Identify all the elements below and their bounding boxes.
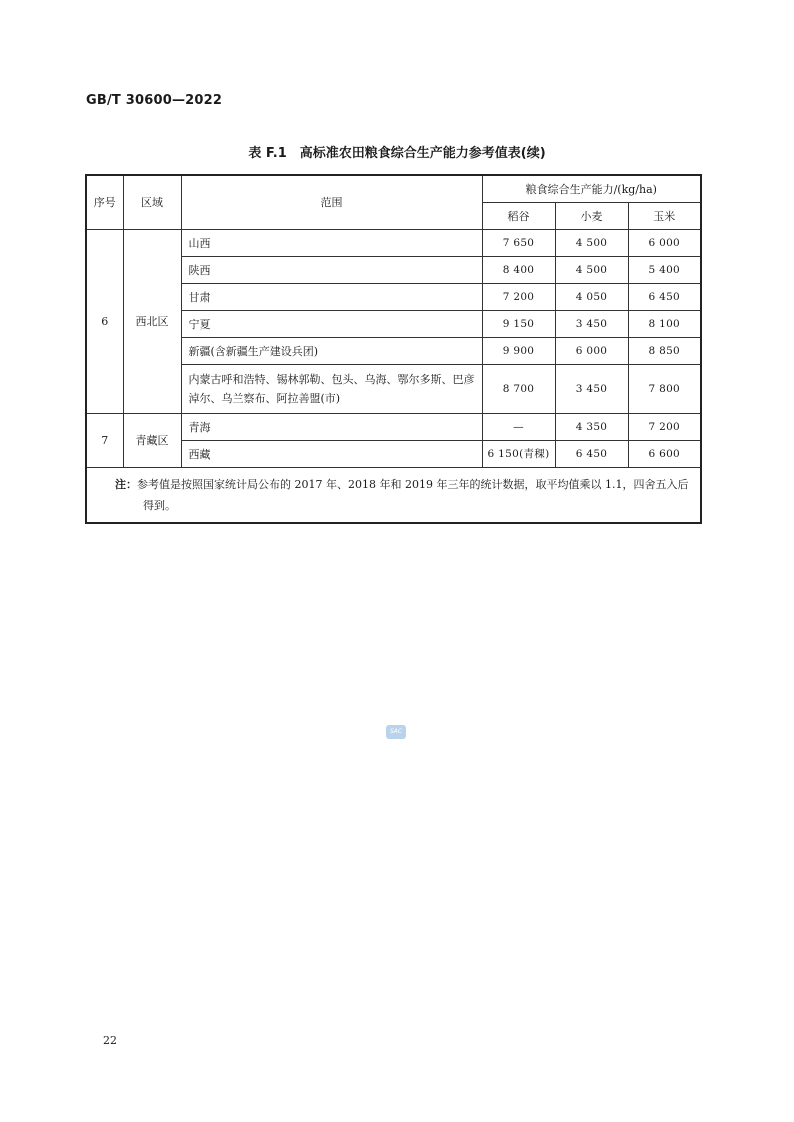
page-number: 22 xyxy=(103,1034,117,1047)
wheat-value: 6 000 xyxy=(555,337,628,364)
row-region: 青藏区 xyxy=(123,413,181,467)
corn-value: 8 100 xyxy=(628,310,701,337)
row-scope: 陕西 xyxy=(181,256,482,283)
header-scope: 范围 xyxy=(181,175,482,229)
row-scope: 宁夏 xyxy=(181,310,482,337)
corn-value: 5 400 xyxy=(628,256,701,283)
row-scope: 西藏 xyxy=(181,440,482,467)
row-scope-line: 淖尔、乌兰察布、阿拉善盟(市) xyxy=(188,391,341,405)
grain-capacity-table xyxy=(85,174,702,524)
row-index: 6 xyxy=(86,229,123,413)
note-text-continued: 得到。 xyxy=(143,498,176,512)
rice-value: 8 400 xyxy=(482,256,555,283)
table-title: 表 F.1 高标准农田粮食综合生产能力参考值表(续) xyxy=(248,146,546,161)
corn-value: 7 200 xyxy=(628,413,701,440)
corn-value: 6 000 xyxy=(628,229,701,256)
corn-value: 6 600 xyxy=(628,440,701,467)
sac-watermark-logo: SAC xyxy=(386,725,406,739)
header-wheat: 小麦 xyxy=(555,202,628,229)
table-row xyxy=(86,229,701,256)
corn-value: 8 850 xyxy=(628,337,701,364)
rice-value: — xyxy=(482,413,555,440)
table-note xyxy=(86,467,701,523)
wheat-value: 3 450 xyxy=(555,364,628,413)
wheat-value: 3 450 xyxy=(555,310,628,337)
row-scope: 青海 xyxy=(181,413,482,440)
row-region: 西北区 xyxy=(123,229,181,413)
corn-value: 7 800 xyxy=(628,364,701,413)
rice-value: 9 150 xyxy=(482,310,555,337)
rice-value: 6 150(青稞) xyxy=(482,440,555,467)
wheat-value: 4 350 xyxy=(555,413,628,440)
wheat-value: 6 450 xyxy=(555,440,628,467)
row-scope-line: 内蒙古呼和浩特、锡林郭勒、包头、乌海、鄂尔多斯、巴彦 xyxy=(188,372,475,386)
row-index: 7 xyxy=(86,413,123,467)
standard-code: GB/T 30600—2022 xyxy=(86,93,223,108)
rice-value: 9 900 xyxy=(482,337,555,364)
table-row xyxy=(86,413,701,440)
corn-value: 6 450 xyxy=(628,283,701,310)
wheat-value: 4 050 xyxy=(555,283,628,310)
note-text: 参考值是按照国家统计局公布的 2017 年、2018 年和 2019 年三年的统计数据，取平均值乘以 1.1，四舍五入后 xyxy=(137,477,689,491)
wheat-value: 4 500 xyxy=(555,256,628,283)
rice-value: 8 700 xyxy=(482,364,555,413)
note-label: 注： xyxy=(115,477,137,491)
header-index: 序号 xyxy=(86,175,123,229)
row-scope xyxy=(181,364,482,413)
header-corn: 玉米 xyxy=(628,202,701,229)
rice-value: 7 650 xyxy=(482,229,555,256)
header-capacity-group: 粮食综合生产能力/(kg/ha) xyxy=(482,175,701,202)
rice-value: 7 200 xyxy=(482,283,555,310)
header-region: 区域 xyxy=(123,175,181,229)
header-rice: 稻谷 xyxy=(482,202,555,229)
wheat-value: 4 500 xyxy=(555,229,628,256)
row-scope: 山西 xyxy=(181,229,482,256)
row-scope: 新疆(含新疆生产建设兵团) xyxy=(181,337,482,364)
row-scope: 甘肃 xyxy=(181,283,482,310)
